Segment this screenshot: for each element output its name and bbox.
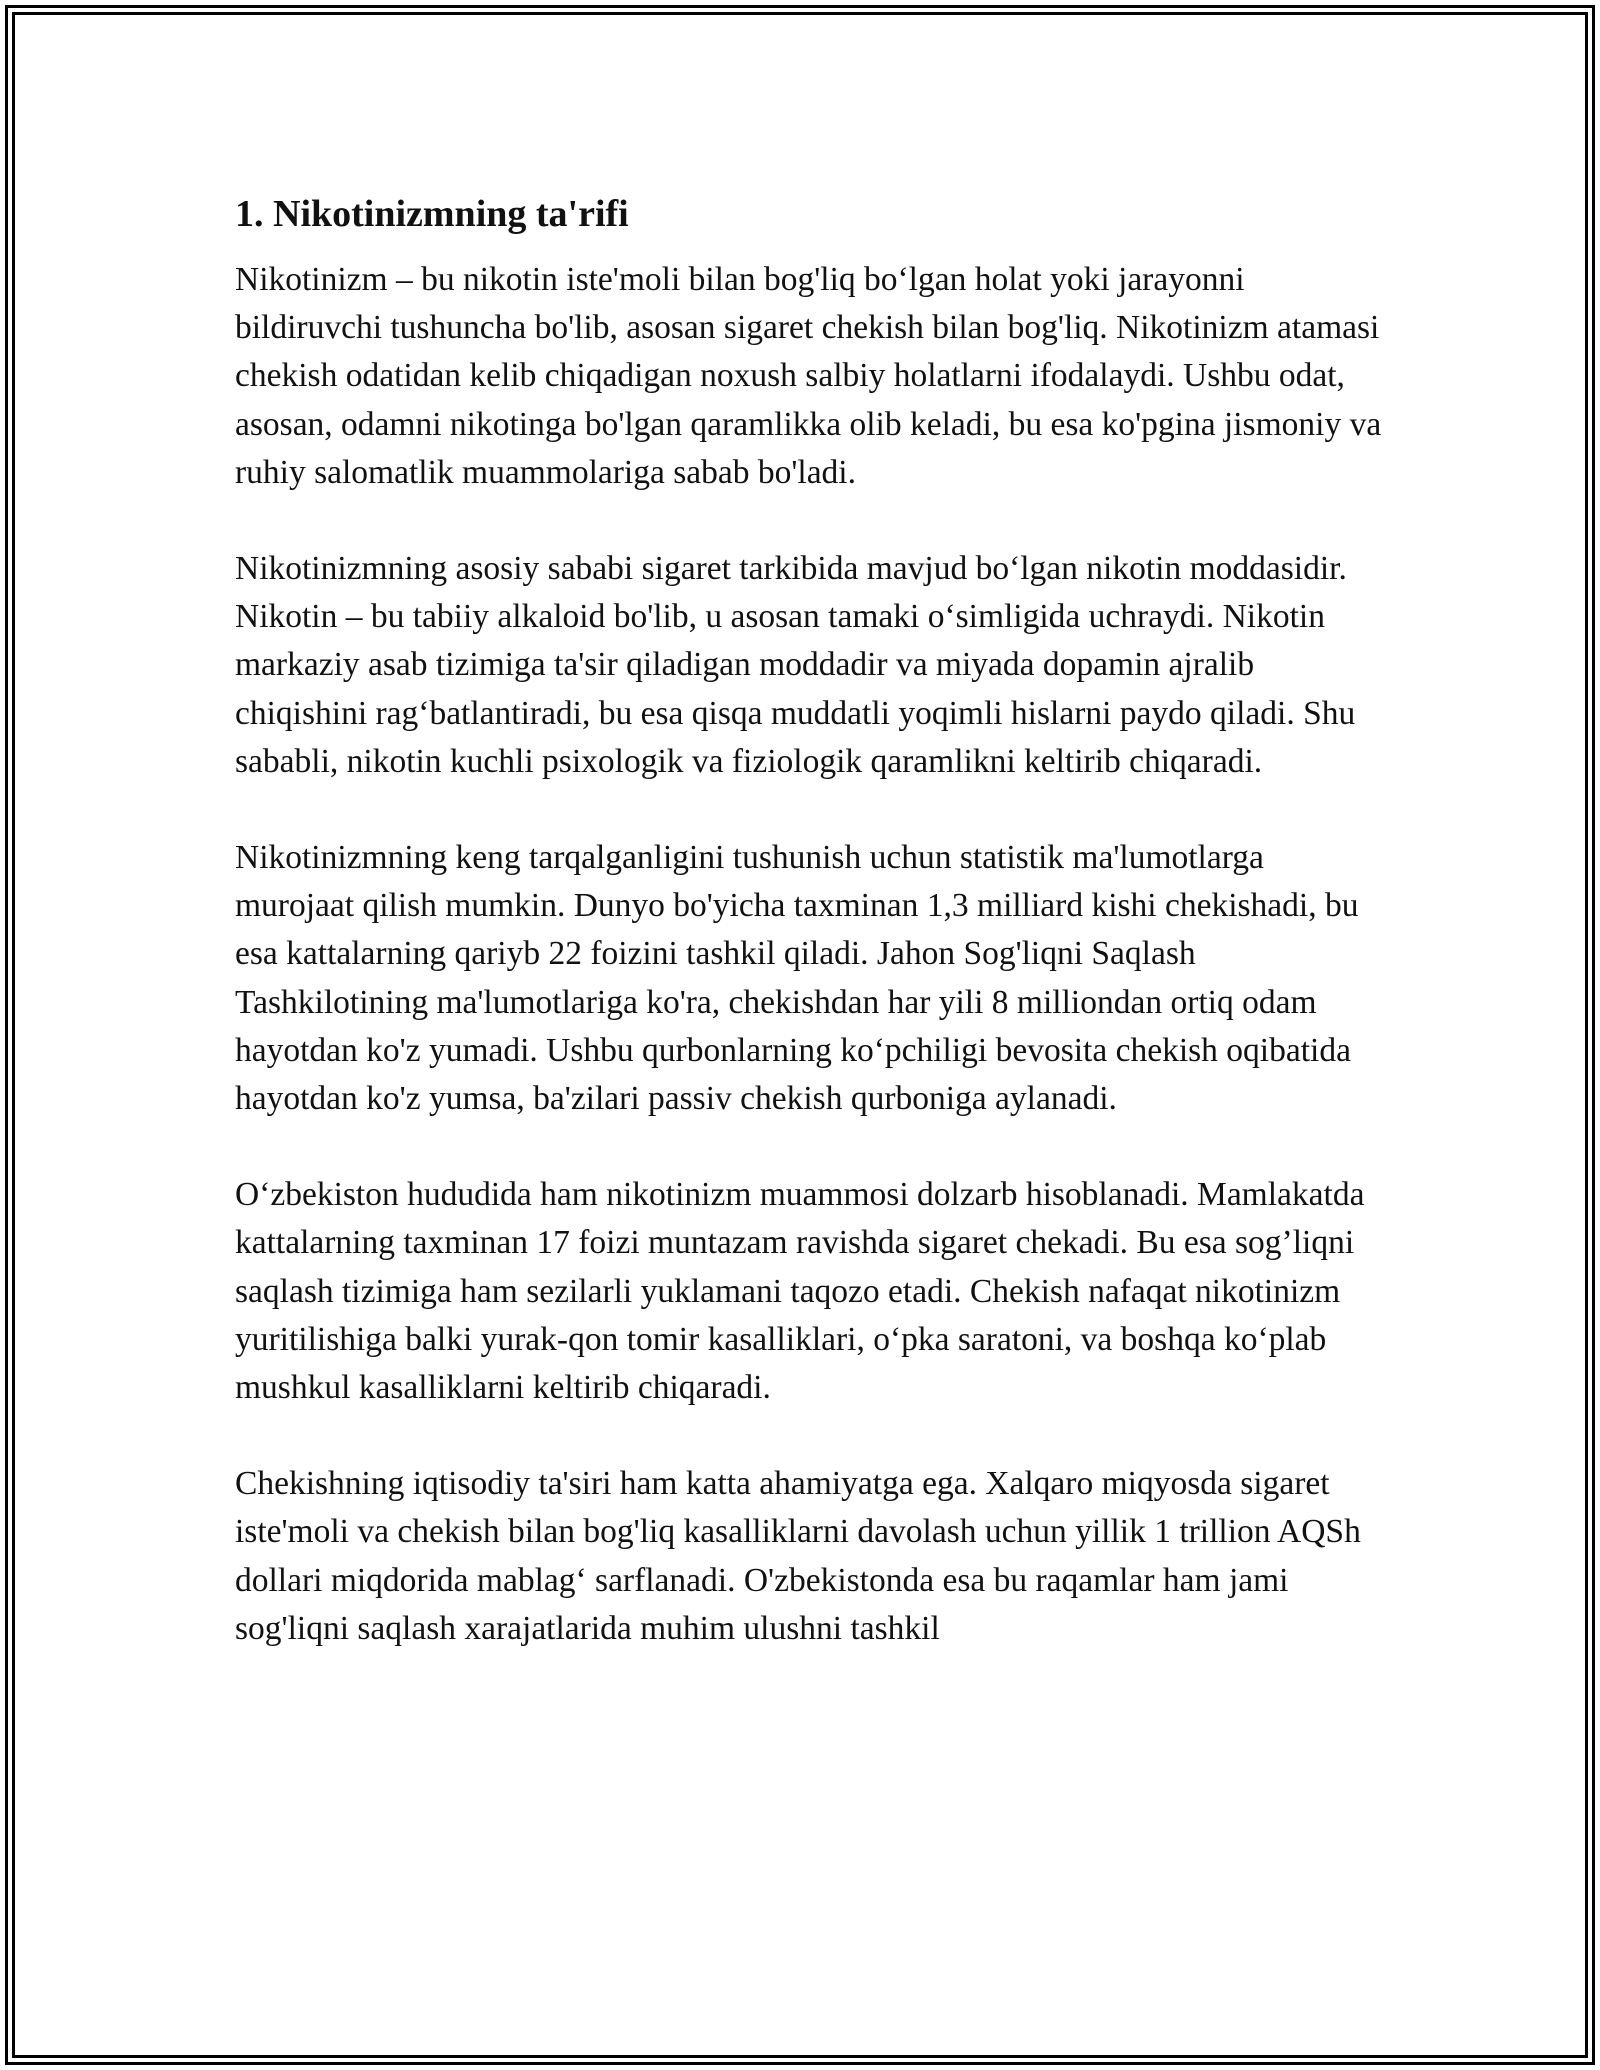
paragraph-uzbekistan: O‘zbekiston hududida ham nikotinizm muammosi dolzarb hisoblanadi. Mamlakatda kattalarning taxminan 17 foizi muntazam ravishda sigaret chekadi. Bu esa sog’liqni saqlash tizimiga ham sezilarli yuklamani taqozo etadi. Chekish nafaqat nikotinizm yuritilishiga balki yurak-qon tomir kasalliklari, o‘pka saratoni, va boshqa ko‘plab mushkul kasalliklarni keltirib chiqaradi.: [235, 1176, 1365, 1407]
paragraph-economic: Chekishning iqtisodiy ta'siri ham katta ahamiyatga ega. Xalqaro miqyosda sigaret iste'moli va chekish bilan bog'liq kasalliklarni davolash uchun yillik 1 trillion AQSh dollari miqdorida mablag‘ sarflanadi. O'zbekistonda esa bu raqamlar ham jami sog'liqni saqlash xarajatlarida muhim ulushni tashkil: [235, 1465, 1361, 1647]
section-heading: 1. Nikotinizmning ta'rifi: [235, 193, 629, 235]
document-body: [235, 186, 1385, 1701]
paragraph-cause: Nikotinizmning asosiy sababi sigaret tarkibida mavjud bo‘lgan nikotin moddasidir. Nikotin – bu tabiiy alkaloid bo'lib, u asosan tamaki o‘simligida uchraydi. Nikotin markaziy asab tizimiga ta'sir qiladigan moddadir va miyada dopamin ajralib chiqishini rag‘batlantiradi, bu esa qisqa muddatli yoqimli hislarni paydo qiladi. Shu sababli, nikotin kuchli psixologik va fiziologik qaramlikni keltirib chiqaradi.: [235, 550, 1356, 780]
paragraph-statistics: Nikotinizmning keng tarqalganligini tushunish uchun statistik ma'lumotlarga murojaat qilish mumkin. Dunyo bo'yicha taxminan 1,3 milliard kishi chekishadi, bu esa kattalarning qariyb 22 foizini tashkil qiladi. Jahon Sog'liqni Saqlash Tashkilotining ma'lumotlariga ko'ra, chekishdan har yili 8 milliondan ortiq odam hayotdan ko'z yumadi. Ushbu qurbonlarning ko‘pchiligi bevosita chekish oqibatida hayotdan ko'z yumsa, ba'zilari passiv chekish qurboniga aylanadi.: [235, 839, 1359, 1118]
paragraph-definition: Nikotinizm – bu nikotin iste'moli bilan bog'liq bo‘lgan holat yoki jarayonni bildiruvchi tushuncha bo'lib, asosan sigaret chekish bilan bog'liq. Nikotinizm atamasi chekish odatidan kelib chiqadigan noxush salbiy holatlarni ifodalaydi. Ushbu odat, asosan, odamni nikotinga bo'lgan qaramlikka olib keladi, bu esa ko'pgina jismoniy va ruhiy salomatlik muammolariga sabab bo'ladi.: [235, 261, 1382, 491]
